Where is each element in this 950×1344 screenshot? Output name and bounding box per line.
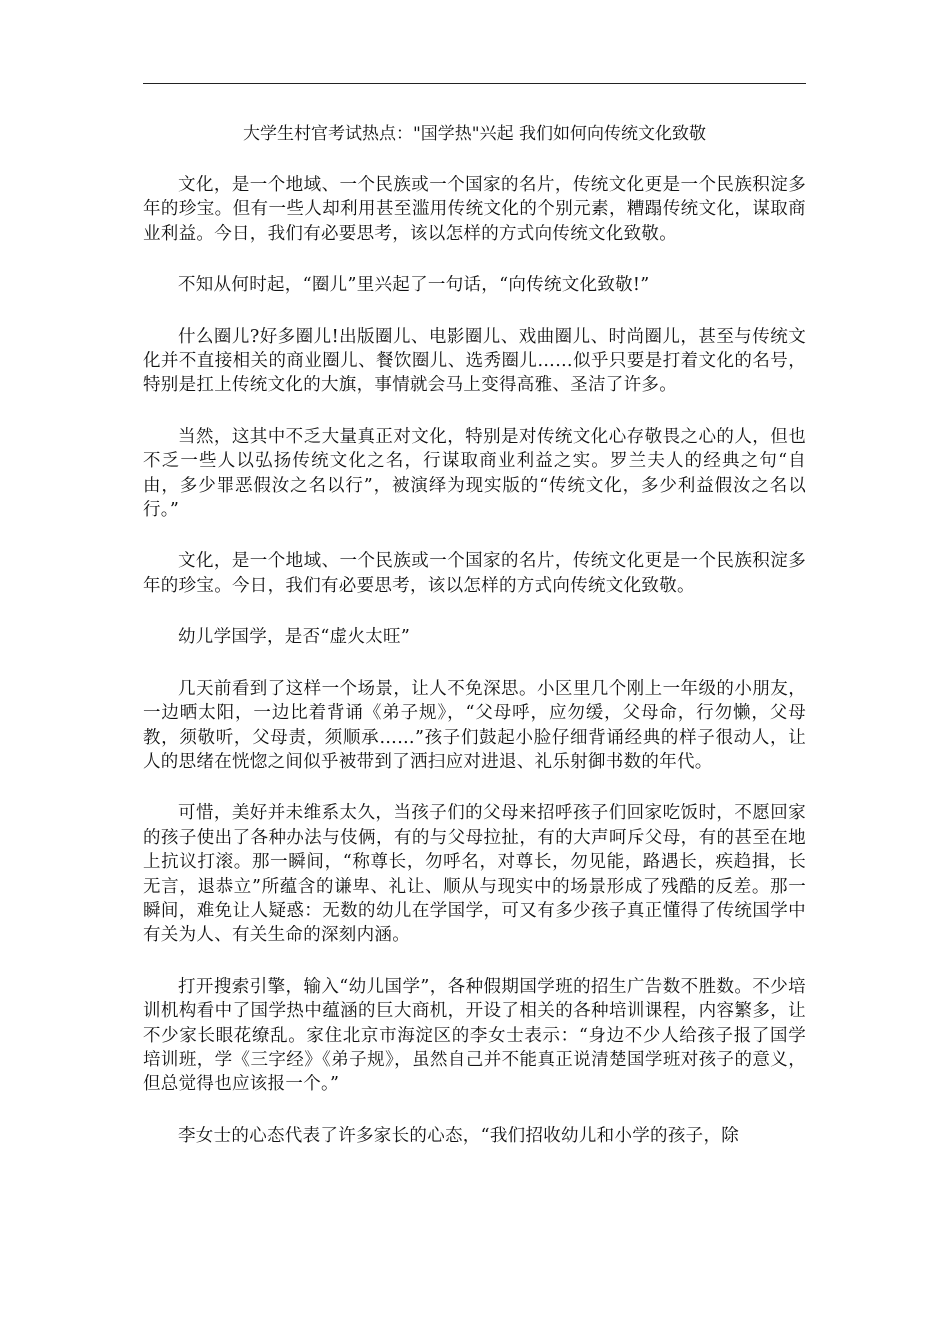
document-body — [143, 173, 806, 1175]
paragraph: 文化，是一个地域、一个民族或一个国家的名片，传统文化更是一个民族积淀多年的珍宝。但有一些人却利用甚至滥用传统文化的个别元素，糟蹋传统文化，谋取商业利益。今日，我们有必要思考，该以怎样的方式向传统文化致敬。 — [143, 175, 806, 244]
paragraph: 文化，是一个地域、一个民族或一个国家的名片，传统文化更是一个民族积淀多年的珍宝。今日，我们有必要思考，该以怎样的方式向传统文化致敬。 — [143, 551, 806, 596]
paragraph: 李女士的心态代表了许多家长的心态，“我们招收幼儿和小学的孩子，除 — [178, 1125, 740, 1146]
header-rule — [143, 83, 806, 84]
section-heading: 幼儿学国学，是否“虚火太旺” — [178, 627, 411, 648]
paragraph: 不知从何时起，“圈儿”里兴起了一句话，“向传统文化致敬!” — [178, 275, 650, 296]
paragraph: 几天前看到了这样一个场景，让人不免深思。小区里几个刚上一年级的小朋友，一边晒太阳，一边比着背诵《弟子规》，“父母呼，应勿缓，父母命，行勿懒，父母教，须敬听，父母责，须顺承……”孩子们鼓起小脸仔细背诵经典的样子很动人，让人的思绪在恍惚之间似乎被带到了洒扫应对进退、礼乐射御书数的年代。 — [143, 678, 806, 772]
paragraph: 打开搜索引擎，输入“幼儿国学”，各种假期国学班的招生广告数不胜数。不少培训机构看中了国学热中蕴涵的巨大商机，开设了相关的各种培训课程，内容繁多，让不少家长眼花缭乱。家住北京市海淀区的李女士表示：“身边不少人给孩子报了国学培训班，学《三字经》《弟子规》，虽然自己并不能真正说清楚国学班对孩子的意义，但总觉得也应该报一个。” — [143, 976, 806, 1095]
document-title: 大学生村官考试热点："国学热"兴起 我们如何向传统文化致敬 — [242, 124, 707, 144]
paragraph: 可惜，美好并未维系太久，当孩子们的父母来招呼孩子们回家吃饭时，不愿回家的孩子使出了各种办法与伎俩，有的与父母拉扯，有的大声呵斥父母，有的甚至在地上抗议打滚。那一瞬间，“称尊长，勿呼名，对尊长，勿见能，路遇长，疾趋揖，长无言，退恭立”所蕴含的谦卑、礼让、顺从与现实中的场景形成了残酷的反差。那一瞬间，难免让人疑惑：无数的幼儿在学国学，可又有多少孩子真正懂得了传统国学中有关为人、有关生命的深刻内涵。 — [143, 803, 806, 946]
paragraph: 当然，这其中不乏大量真正对文化，特别是对传统文化心存敬畏之心的人，但也不乏一些人以弘扬传统文化之名，行谋取商业利益之实。罗兰夫人的经典之句“自由，多少罪恶假汝之名以行”，被演绎为现实版的“传统文化，多少利益假汝之名以行。” — [143, 426, 806, 521]
paragraph: 什么圈儿?好多圈儿!出版圈儿、电影圈儿、戏曲圈儿、时尚圈儿，甚至与传统文化并不直接相关的商业圈儿、餐饮圈儿、选秀圈儿……似乎只要是打着文化的名号，特别是扛上传统文化的大旗，事情就会马上变得高雅、圣洁了许多。 — [143, 326, 806, 396]
